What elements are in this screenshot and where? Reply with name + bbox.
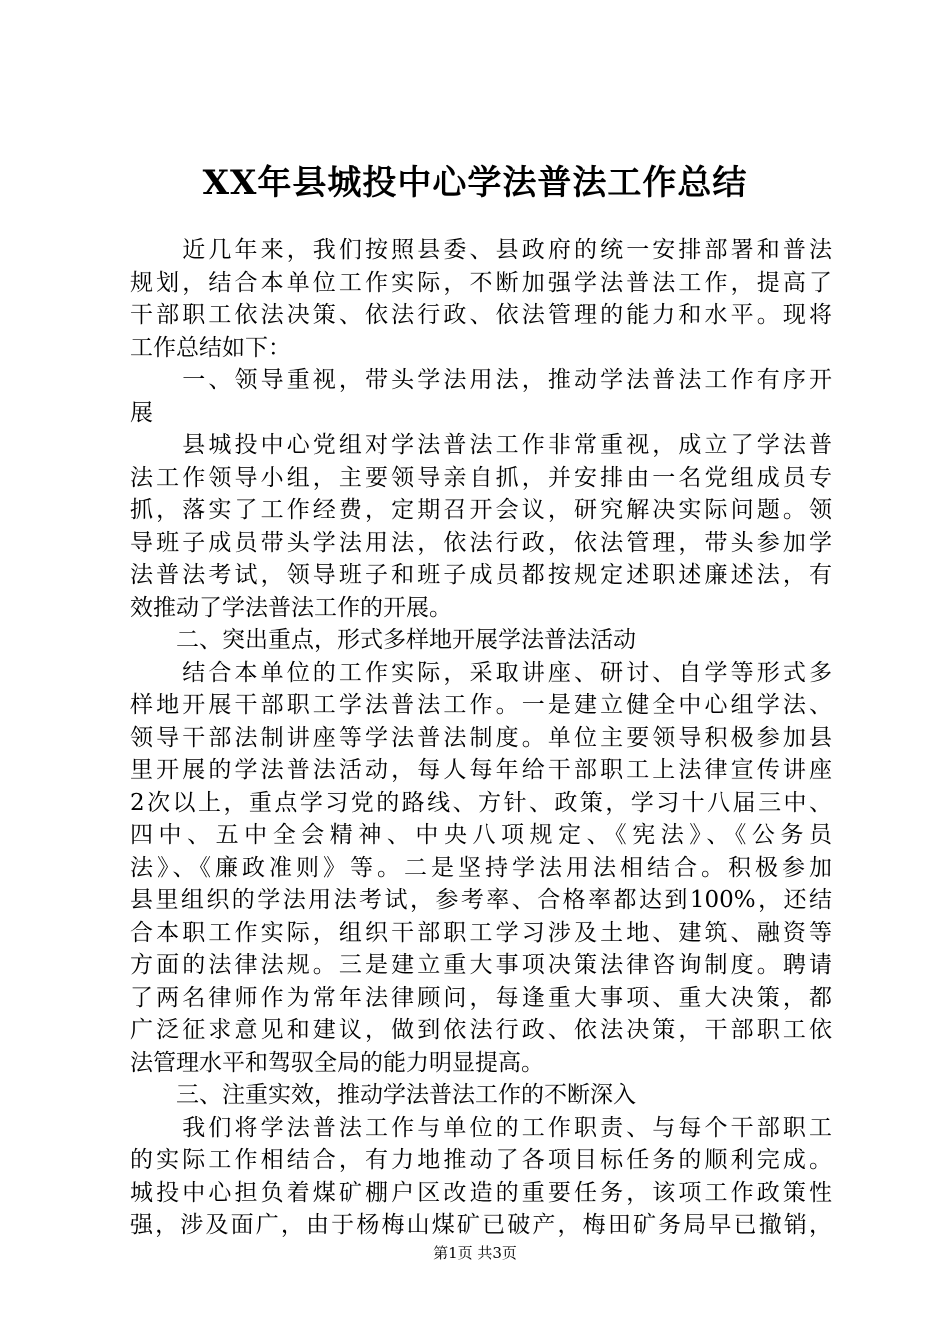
- body-line: 了两名律师作为常年法律顾问，每逢重大事项、重大决策，都: [130, 984, 832, 1011]
- body-line: 县城投中心党组对学法普法工作非常重视，成立了学法普: [130, 432, 832, 458]
- body-line: 合本职工作实际，组织干部职工学习涉及土地、建筑、融资等: [130, 919, 832, 946]
- document-title: XX年县城投中心学法普法工作总结: [202, 163, 748, 203]
- body-line: 我们将学法普法工作与单位的工作职责、与每个干部职工: [130, 1114, 832, 1141]
- body-line: 法》、《廉政准则》等。二是坚持学法用法相结合。积极参加: [130, 854, 832, 881]
- body-line: 一、领导重视，带头学法用法，推动学法普法工作有序开: [130, 367, 832, 393]
- body-line: 法普法考试，领导班子和班子成员都按规定述职述廉述法，有: [130, 562, 832, 588]
- body-line: 广泛征求意见和建议，做到依法行政、依法决策，干部职工依: [130, 1017, 832, 1043]
- body-line: 方面的法律法规。三是建立重大事项决策法律咨询制度。聘请: [130, 952, 832, 978]
- body-line: 县里组织的学法用法考试，参考率、合格率都达到100%，还结: [130, 887, 832, 913]
- body-line: 强，涉及面广，由于杨梅山煤矿已破产，梅田矿务局早已撤销，: [130, 1212, 832, 1238]
- body-line: 干部职工依法决策、依法行政、依法管理的能力和水平。现将: [130, 302, 832, 328]
- body-line: 二、突出重点，形式多样地开展学法普法活动: [130, 627, 636, 653]
- body-line: 结合本单位的工作实际，采取讲座、研讨、自学等形式多: [130, 659, 832, 686]
- body-line: 工作总结如下：: [130, 334, 291, 361]
- body-line: 领导干部法制讲座等学法普法制度。单位主要领导积极参加县: [130, 724, 832, 751]
- body-line: 展: [130, 399, 153, 426]
- body-line: 的实际工作相结合，有力地推动了各项目标任务的顺利完成。: [130, 1147, 832, 1173]
- body-line: 四中、五中全会精神、中央八项规定、《宪法》、《公务员: [130, 822, 832, 848]
- body-line: 规划，结合本单位工作实际，不断加强学法普法工作，提高了: [130, 269, 832, 296]
- body-line: 2次以上，重点学习党的路线、方针、政策，学习十八届三中、: [130, 789, 832, 816]
- document-body: [130, 234, 832, 1242]
- body-line: 样地开展干部职工学法普法工作。一是建立健全中心组学法、: [130, 692, 832, 718]
- body-line: 近几年来，我们按照县委、县政府的统一安排部署和普法: [130, 237, 832, 263]
- body-line: 法工作领导小组，主要领导亲自抓，并安排由一名党组成员专: [130, 464, 832, 491]
- page-footer: 第1页 共3页: [433, 1244, 517, 1262]
- body-line: 里开展的学法普法活动，每人每年给干部职工上法律宣传讲座: [130, 757, 832, 783]
- body-line: 效推动了学法普法工作的开展。: [130, 594, 452, 621]
- body-line: 抓，落实了工作经费，定期召开会议，研究解决实际问题。领: [130, 497, 832, 523]
- body-line: 法管理水平和驾驭全局的能力明显提高。: [130, 1049, 544, 1076]
- body-line: 三、注重实效，推动学法普法工作的不断深入: [130, 1082, 636, 1108]
- body-line: 城投中心担负着煤矿棚户区改造的重要任务，该项工作政策性: [130, 1179, 832, 1206]
- body-line: 导班子成员带头学法用法，依法行政，依法管理，带头参加学: [130, 529, 832, 556]
